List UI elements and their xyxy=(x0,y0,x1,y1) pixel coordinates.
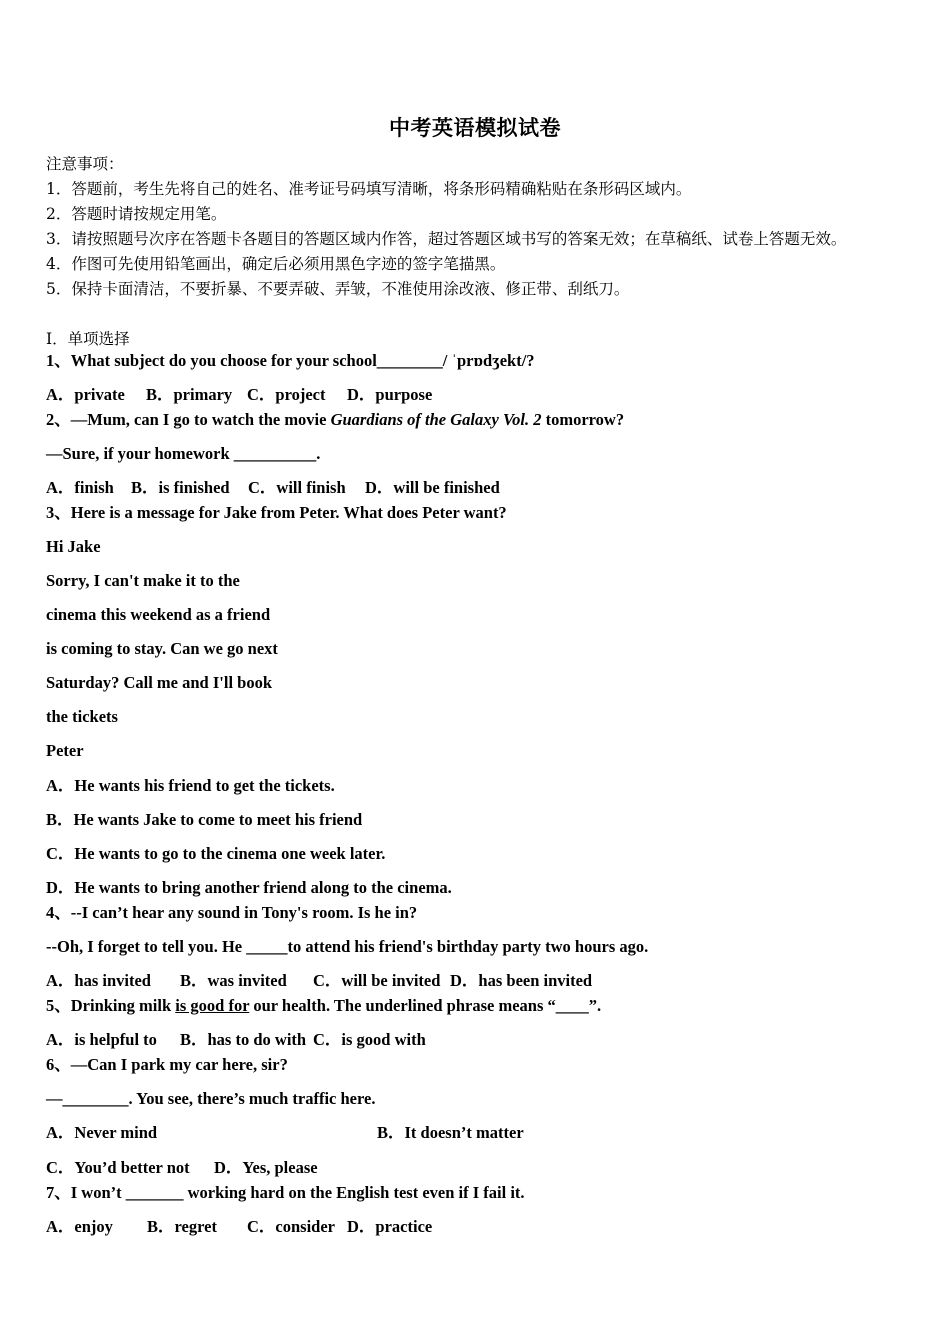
q7-options xyxy=(46,1217,432,1237)
q1-option-c: C．project xyxy=(247,385,326,404)
q6-stem: 6、—Can I park my car here, sir? xyxy=(46,1055,288,1074)
q4-option-c: C．will be invited xyxy=(313,971,441,990)
q6-option-c: C．You’d better not xyxy=(46,1158,190,1177)
q6-option-d: D．Yes, please xyxy=(214,1158,318,1177)
q7-stem: 7、I won’t _______ working hard on the English test even if I fail it. xyxy=(46,1183,525,1202)
q4-stem: 4、--I can’t hear any sound in Tony's room. Is he in? xyxy=(46,903,418,922)
q2-stem-post: tomorrow? xyxy=(541,410,625,429)
q1-option-b: B．primary xyxy=(146,385,233,404)
q5-option-b: B．has to do with xyxy=(180,1030,307,1049)
q2-option-b: B．is finished xyxy=(131,478,230,497)
q2-options xyxy=(46,478,500,498)
q1-stem: 1、What subject do you choose for your school________/ ˈprɒdʒekt/? xyxy=(46,351,535,370)
q4-option-d: D．has been invited xyxy=(450,971,593,990)
q3-option-b: B．He wants Jake to come to meet his friend xyxy=(46,810,363,829)
notice-item: 2．答题时请按规定用笔。 xyxy=(46,205,227,223)
notice-item: 5．保持卡面清洁，不要折暴、不要弄破、弄皱，不准使用涂改液、修正带、刮纸刀。 xyxy=(46,280,630,298)
q4-line2: --Oh, I forget to tell you. He _____to attend his friend's birthday party two hours ago. xyxy=(46,937,649,956)
notice-item: 4．作图可先使用铅笔画出，确定后必须用黑色字迹的签字笔描黑。 xyxy=(46,255,506,273)
q2-option-a: A．finish xyxy=(46,478,114,497)
page-title: 中考英语模拟试卷 xyxy=(389,116,561,140)
q2-stem-pre: 2、—Mum, can I go to watch the movie xyxy=(46,410,331,429)
q3-option-d: D．He wants to bring another friend along to the cinema. xyxy=(46,878,452,897)
q7-option-b: B．regret xyxy=(147,1217,217,1236)
q1-option-d: D．purpose xyxy=(347,385,433,404)
notice-heading: 注意事项： xyxy=(46,155,124,173)
q1-options xyxy=(46,385,432,405)
q3-message-line: the tickets xyxy=(46,707,118,726)
q3-message-line: Peter xyxy=(46,741,84,760)
q5-options xyxy=(46,1030,426,1050)
q3-message-line: cinema this weekend as a friend xyxy=(46,605,271,624)
q5-stem-post: our health. The underlined phrase means “____”. xyxy=(249,996,602,1015)
q3-message-line: is coming to stay. Can we go next xyxy=(46,639,278,658)
q3-option-a: A．He wants his friend to get the tickets. xyxy=(46,776,335,795)
q6-option-a: A．Never mind xyxy=(46,1123,158,1142)
section-heading: Ⅰ．单项选择 xyxy=(46,330,130,348)
q2-option-c: C．will finish xyxy=(248,478,346,497)
q4-option-b: B．was invited xyxy=(180,971,287,990)
q3-option-c: C．He wants to go to the cinema one week later. xyxy=(46,844,386,863)
notice-item: 3．请按照题号次序在答题卡各题目的答题区域内作答，超过答题区域书写的答案无效；在草稿纸、试卷上答题无效。 xyxy=(46,230,847,248)
q6-option-b: B．It doesn’t matter xyxy=(377,1123,524,1142)
q5-stem xyxy=(46,996,601,1016)
q5-underlined-phrase: is good for xyxy=(175,996,250,1015)
q6-line2: —________. You see, there’s much traffic here. xyxy=(46,1089,376,1108)
q3-stem: 3、Here is a message for Jake from Peter. What does Peter want? xyxy=(46,503,507,522)
q2-line2: —Sure, if your homework __________. xyxy=(46,444,321,463)
q3-message-line: Saturday? Call me and I'll book xyxy=(46,673,273,692)
q1-option-a: A．private xyxy=(46,385,125,404)
q3-message-line: Hi Jake xyxy=(46,537,101,556)
q2-option-d: D．will be finished xyxy=(365,478,500,497)
q2-movie-title: Guardians of the Galaxy Vol. 2 xyxy=(330,410,542,429)
q4-options xyxy=(46,971,592,991)
q3-message-line: Sorry, I can't make it to the xyxy=(46,571,240,590)
q4-option-a: A．has invited xyxy=(46,971,151,990)
q5-option-a: A．is helpful to xyxy=(46,1030,157,1049)
q7-option-c: C．consider xyxy=(247,1217,335,1236)
q2-stem xyxy=(46,410,624,430)
notice-item: 1．答题前，考生先将自己的姓名、准考证号码填写清晰，将条形码精确粘贴在条形码区域内。 xyxy=(46,180,692,198)
q7-option-a: A．enjoy xyxy=(46,1217,113,1236)
q5-option-c: C．is good with xyxy=(313,1030,426,1049)
q5-stem-pre: 5、Drinking milk xyxy=(46,996,176,1015)
q6-options-row2 xyxy=(46,1158,318,1178)
q7-option-d: D．practice xyxy=(347,1217,433,1236)
